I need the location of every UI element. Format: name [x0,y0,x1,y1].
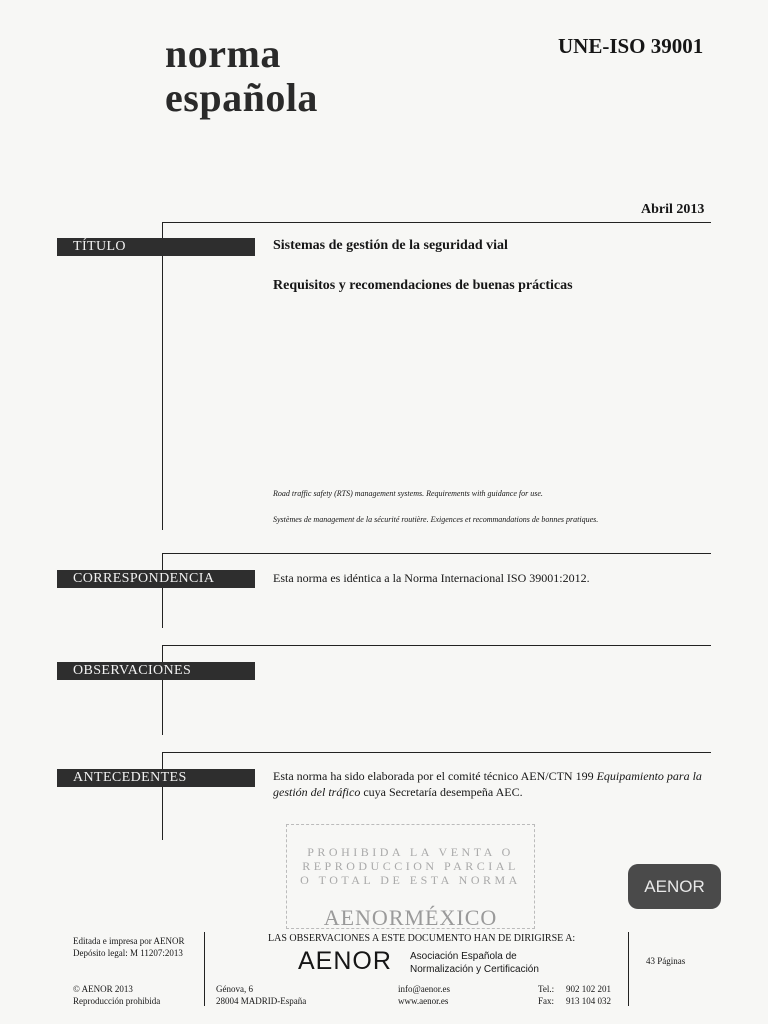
tel-label: Tel.: [538,984,555,994]
section-rule-correspondencia [162,553,163,628]
footer-notice: LAS OBSERVACIONES A ESTE DOCUMENTO HAN DE DIRIGIRSE A: [268,933,576,944]
prohibition-stamp [286,824,535,929]
section-divider-correspondencia [163,553,711,554]
label-observaciones: OBSERVACIONES [57,662,255,680]
antecedentes-text-part2: cuya Secretaría desempeña AEC. [360,785,523,799]
stamp-line-2: REPRODUCCION PARCIAL [302,859,519,873]
fax-number: 913 104 032 [566,996,611,1006]
section-divider-antecedentes [163,752,711,753]
section-rule-titulo [162,222,163,530]
title-es: Sistemas de gestión de la seguridad vial [273,238,508,253]
email: info@aenor.es [398,984,451,994]
correspondencia-text: Esta norma es idéntica a la Norma Internacional ISO 39001:2012. [273,571,590,585]
edited-by: Editada e impresa por AENOR [73,936,185,946]
footer-phone-labels [538,983,554,1007]
section-rule-antecedentes [162,752,163,840]
title-en: Road traffic safety (RTS) management systems. Requirements with guidance for use. [273,489,543,498]
org-line-1: Asociación Española de [410,951,517,962]
legal-deposit: Depósito legal: M 11207:2013 [73,948,183,958]
stamp-line-4: AENORMÉXICO [323,905,498,930]
footer-contact [398,983,450,1007]
footer-copyright [73,983,160,1007]
stamp-line-3: O TOTAL DE ESTA NORMA [300,873,521,887]
website: www.aenor.es [398,996,449,1006]
aenor-seal: AENOR [628,864,721,909]
title-fr: Systèmes de management de la sécurité routière. Exigences et recommandations de bonnes pratiques. [273,515,599,524]
publication-date: Abril 2013 [641,202,705,217]
stamp-line-1: PROHIBIDA LA VENTA O [307,845,514,859]
org-line-2: Normalización y Certificación [410,964,539,975]
antecedentes-text-part1: Esta norma ha sido elaborada por el comité técnico AEN/CTN 199 [273,769,597,783]
committee-name: Equipamiento para la gestión del tráfico [273,769,702,799]
fax-label: Fax: [538,996,555,1006]
subtitle-es: Requisitos y recomendaciones de buenas prácticas [273,278,573,293]
brand-line-2: española [165,75,318,120]
aenor-full-name [410,950,539,976]
footer-publisher [73,935,184,959]
footer-address [216,983,306,1007]
label-correspondencia: CORRESPONDENCIA [57,570,255,588]
aenor-logo: AENOR [298,947,392,975]
reproduction-notice: Reproducción prohibida [73,996,161,1006]
footer-phone-values [566,983,611,1007]
section-divider-observaciones [163,645,711,646]
footer-divider-left [204,932,205,1006]
brand-title [165,32,318,120]
footer-divider-right [628,932,629,1006]
street: Génova, 6 [216,984,253,994]
page-count: 43 Páginas [646,956,686,966]
antecedentes-text [273,768,715,800]
label-antecedentes: ANTECEDENTES [57,769,255,787]
standard-code: UNE-ISO 39001 [558,34,704,58]
brand-line-1: norma [165,31,281,76]
label-titulo: TÍTULO [57,238,255,256]
tel-number: 902 102 201 [566,984,611,994]
city: 28004 MADRID-España [216,996,307,1006]
section-rule-observaciones [162,645,163,735]
section-divider-titulo [163,222,711,223]
copyright: © AENOR 2013 [73,984,133,994]
